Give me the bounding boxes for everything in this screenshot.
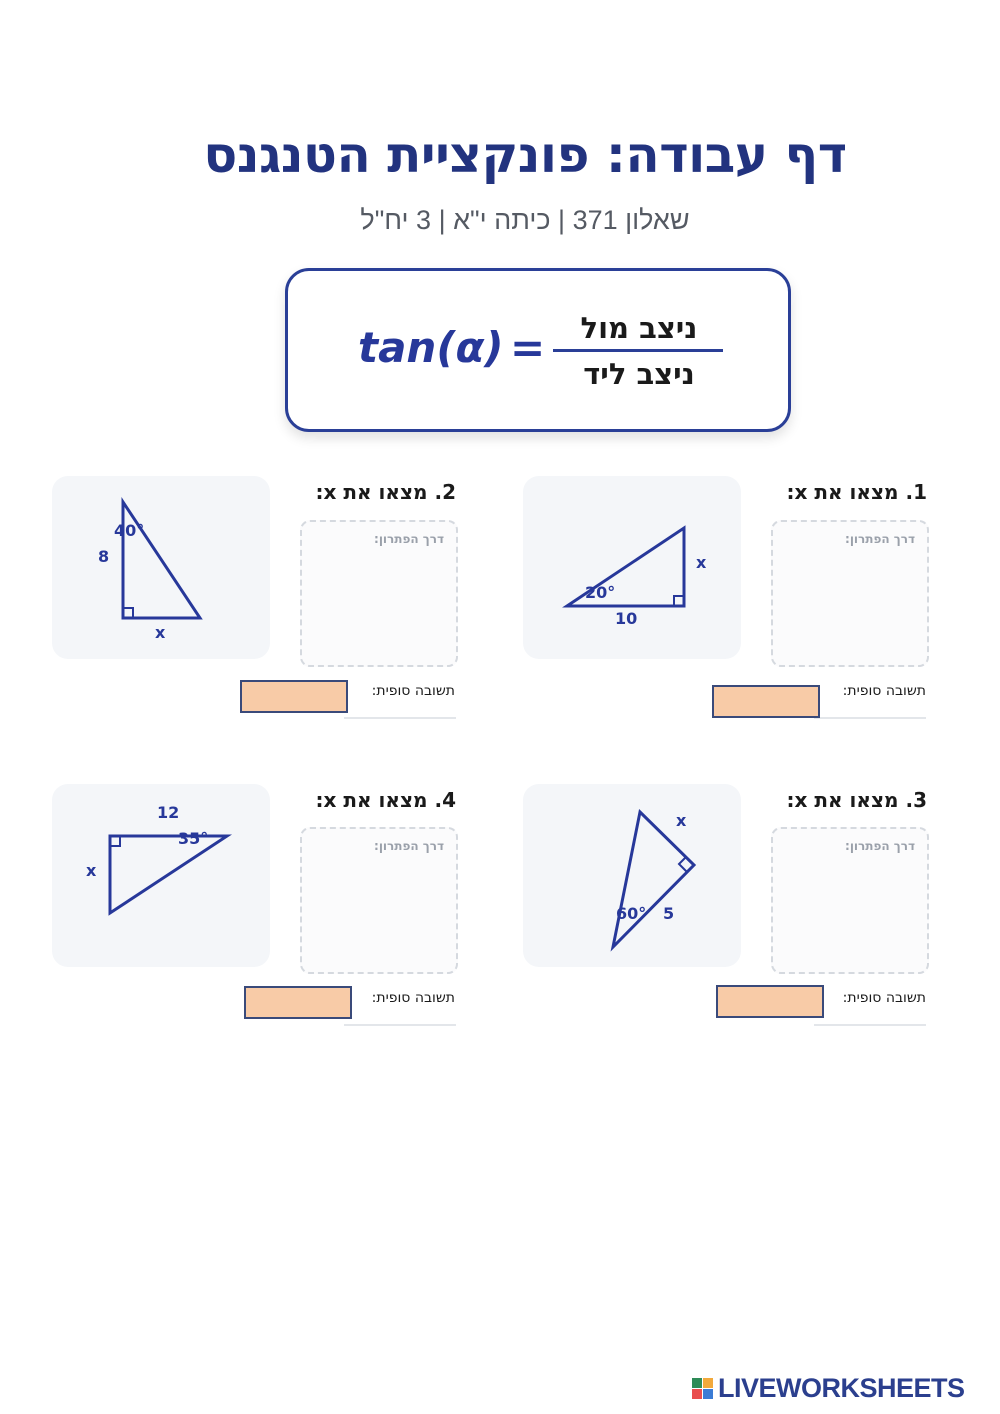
formula-numerator: ניצב מול <box>580 311 698 345</box>
worksheet-title: דף עבודה: פונקציית הטנגנס <box>203 126 847 184</box>
question-4-work-area[interactable] <box>300 827 458 974</box>
formula-box <box>285 268 791 432</box>
liveworksheets-logo <box>692 1375 992 1405</box>
question-1-work-area[interactable] <box>771 520 929 667</box>
question-2-work-area[interactable] <box>300 520 458 667</box>
triangle-figure-2 <box>52 476 270 659</box>
figure-4-angle: 35° <box>178 829 209 848</box>
question-2-title: 2. מצאו את x: <box>315 480 456 504</box>
formula-equals: = <box>510 323 546 372</box>
figure-4-known-side: 12 <box>157 803 180 822</box>
work-area-label: דרך הפתרון: <box>845 532 915 546</box>
figure-2-angle: 40° <box>114 521 145 540</box>
question-4-answer-input[interactable] <box>244 986 352 1019</box>
triangle-figure-1 <box>523 476 741 659</box>
question-2-figure <box>52 476 270 659</box>
question-4-title: 4. מצאו את x: <box>315 788 456 812</box>
triangle-figure-3 <box>523 784 741 967</box>
question-3-title: 3. מצאו את x: <box>786 788 927 812</box>
answer-underline <box>814 1024 926 1026</box>
question-2-answer-input[interactable] <box>240 680 348 713</box>
question-1-answer-input[interactable] <box>712 685 820 718</box>
answer-underline <box>344 717 456 719</box>
figure-4-unknown-side: x <box>86 861 97 880</box>
triangle-figure-4 <box>52 784 270 967</box>
question-4-figure <box>52 784 270 967</box>
worksheet-subtitle: שאלון 371 | כיתה י"א | 3 יח"ל <box>360 205 690 235</box>
figure-3-angle: 60° <box>616 904 647 923</box>
formula-denominator: ניצב ליד <box>583 357 695 391</box>
figure-2-unknown-side: x <box>155 623 166 642</box>
work-area-label: דרך הפתרון: <box>374 532 444 546</box>
question-4-answer-label: תשובה סופית: <box>371 990 455 1006</box>
brand-text: LIVEWORKSHEETS <box>718 1373 965 1403</box>
figure-1-unknown-side: x <box>696 553 707 572</box>
work-area-label: דרך הפתרון: <box>845 839 915 853</box>
figure-1-angle: 20° <box>585 583 616 602</box>
question-2-answer-label: תשובה סופית: <box>371 683 455 699</box>
question-3-answer-label: תשובה סופית: <box>842 990 926 1006</box>
figure-1-known-side: 10 <box>615 609 638 628</box>
liveworksheets-logo-icon <box>692 1378 714 1400</box>
question-1-figure <box>523 476 741 659</box>
question-3-work-area[interactable] <box>771 827 929 974</box>
figure-3-known-side: 5 <box>663 904 675 923</box>
figure-3-unknown-side: x <box>676 811 687 830</box>
formula-lhs: tan(α) <box>358 323 504 372</box>
question-1-title: 1. מצאו את x: <box>786 480 927 504</box>
question-3-figure <box>523 784 741 967</box>
work-area-label: דרך הפתרון: <box>374 839 444 853</box>
question-3-answer-input[interactable] <box>716 985 824 1018</box>
answer-underline <box>344 1024 456 1026</box>
answer-underline <box>814 717 926 719</box>
question-1-answer-label: תשובה סופית: <box>842 683 926 699</box>
figure-2-known-side: 8 <box>98 547 110 566</box>
fraction-bar <box>553 349 723 352</box>
